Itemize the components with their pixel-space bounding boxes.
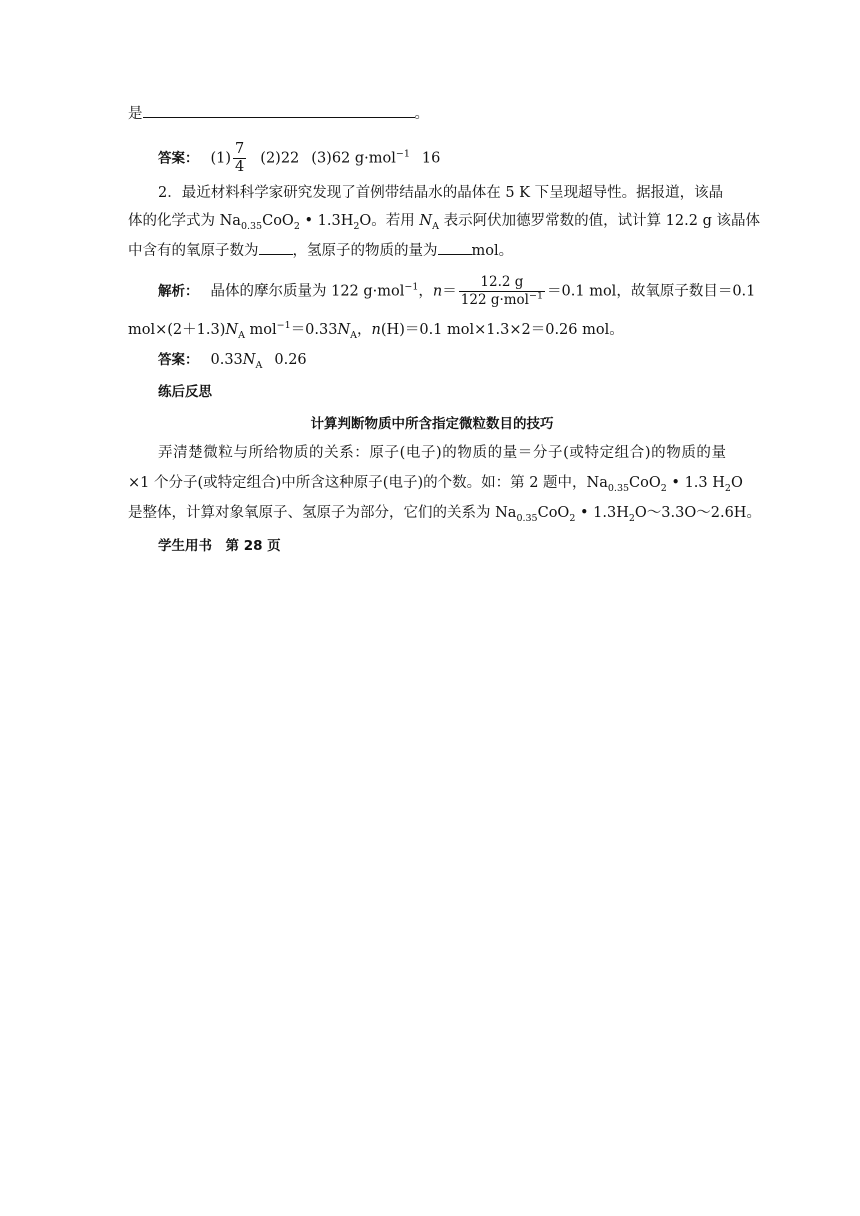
variable-n: n [371,322,381,338]
fill-blank [143,103,415,118]
subscript: 2 [724,482,731,494]
text: ＝0.1 mol，故氧原子数目＝0.1 [547,283,756,300]
text: O～3.3O～2.6H。 [634,505,761,521]
tip-line-2 [128,473,743,494]
avogadro-symbol: N [419,213,433,229]
text: mol。 [471,243,514,259]
variable-n: n [432,283,443,300]
text: (H)＝0.1 mol×1.3×2＝0.26 mol。 [380,322,624,338]
text: • 1.3H [575,505,629,521]
text: 0.33 [210,352,243,368]
text: 122 g·mol [460,292,530,308]
subscript: A [238,329,245,341]
subscript: 2 [569,512,576,524]
fill-blank-oxygen [259,240,293,255]
answer-1-part3-b: 16 [421,150,441,167]
text: 中含有的氧原子数为 [128,243,259,259]
text: 体的化学式为 Na [128,213,241,229]
fraction-denominator [459,292,545,309]
subscript: 2 [353,220,360,232]
analysis-line-2 [128,320,736,340]
subscript: 0.35 [607,482,630,494]
text: ， [357,322,372,338]
text: CoO [537,505,570,521]
text: O。若用 [359,213,420,229]
reflection-heading: 练后反思 [158,384,212,400]
fill-blank-hydrogen [438,240,472,255]
fraction-denominator: 4 [235,159,245,175]
book-page-reference: 学生用书 第 28 页 [158,538,281,554]
text: O [730,475,743,491]
text: ＝ [442,283,457,300]
answer-1-part2: (2)22 [260,150,300,167]
text: 晶体的摩尔质量为 122 g·mol [210,283,405,300]
fraction-molar [459,274,545,309]
text: CoO [262,213,294,229]
tip-line-3 [128,503,761,524]
subscript: A [350,329,358,341]
subscript: 2 [660,482,667,494]
text: ，氢原子的物质的量为 [292,243,438,259]
avogadro-symbol: N [225,322,239,338]
fraction-numerator: 12.2 g [459,274,545,292]
subscript: 2 [628,512,635,524]
answer-1 [158,141,736,176]
answer-1-part3: (3)62 g·mol [311,150,396,167]
text: 0.26 [274,352,307,368]
line-suffix: 。 [414,106,429,122]
question-2-line-1: 2．最近材料科学家研究发现了首例带结晶水的晶体在 5 K 下呈现超导性。据报道，该晶 [158,185,724,201]
text: CoO [629,475,661,491]
avogadro-symbol: N [337,322,351,338]
superscript: −1 [404,281,419,293]
answer-2 [158,350,736,370]
fraction-7-4 [233,141,246,176]
question-2-line-3 [128,240,736,261]
subscript: 0.35 [240,220,263,232]
tip-line-1: 弄清楚微粒与所给物质的关系：原子(电子)的物质的量＝分子(或特定组合)的物质的量 [158,445,727,461]
subscript: A [432,220,439,232]
analysis-label: 解析： [158,283,199,300]
line-prefix: 是 [128,106,143,122]
text: • 1.3H [299,213,354,229]
text: 表示阿伏加德罗常数的值，试计算 12.2 g 该晶体 [438,213,760,229]
answer-1-part1-prefix: (1) [210,150,232,167]
tip-title: 计算判断物质中所含指定微粒数目的技巧 [310,416,554,432]
text: mol×(2＋1.3) [128,322,226,338]
subscript: 2 [293,220,300,232]
avogadro-symbol: N [242,352,256,368]
answer-blank-line [128,103,736,124]
superscript: −1 [395,148,410,160]
text: • 1.3 H [666,475,725,491]
answer-label: 答案： [158,352,199,368]
text: ， [418,283,433,300]
text: 是整体，计算对象氧原子、氢原子为部分，它们的关系为 Na [128,505,517,521]
text: mol [244,322,277,338]
text: ＝0.33 [290,322,338,338]
text: ×1 个分子(或特定组合)中所含这种原子(电子)的个数。如：第 2 题中，Na [128,475,608,491]
superscript: −1 [529,290,544,302]
superscript: −1 [276,320,291,332]
subscript: A [255,359,263,371]
analysis-line-1 [158,274,756,309]
fraction-numerator: 7 [235,141,245,157]
question-2-line-2 [128,211,760,232]
subscript: 0.35 [516,512,538,524]
answer-label: 答案： [158,150,199,167]
